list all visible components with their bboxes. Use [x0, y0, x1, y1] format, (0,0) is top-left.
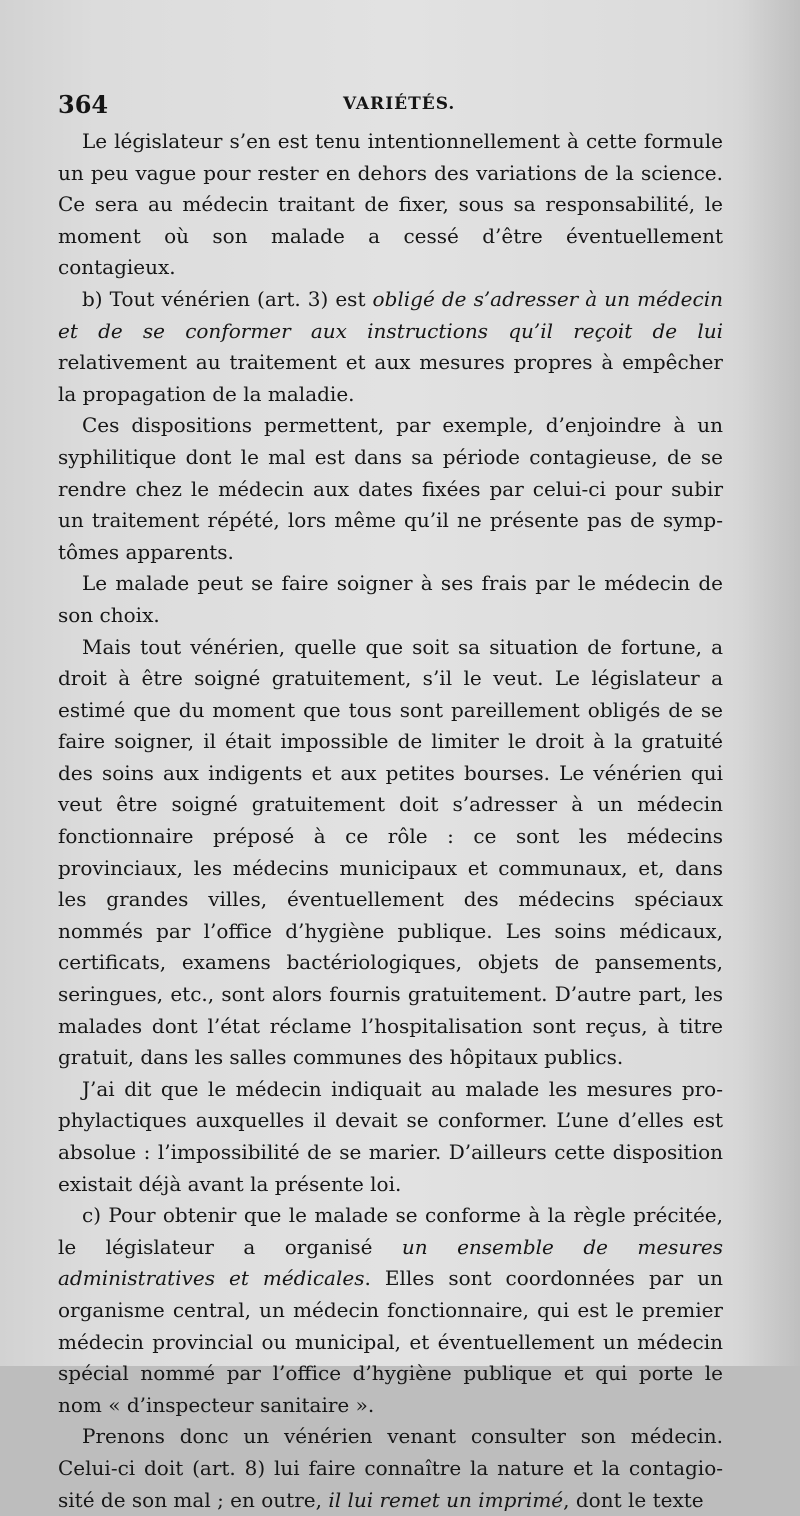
- italic-text: un ensemble de mesures administratives et médicales: [58, 1234, 723, 1291]
- text-run: Le malade peut se faire soigner à ses frais par le médecin de son choix.: [58, 571, 723, 627]
- page-edge-shadow: [740, 0, 800, 1366]
- paragraph: [58, 568, 723, 631]
- paragraph: [58, 632, 723, 1074]
- body-text: [58, 126, 723, 1516]
- paragraph: [58, 1074, 723, 1200]
- text-run: . Elles sont coordonnées par un organisme central, un médecin fonctionnaire, qui est le premier médecin provincial ou municipal, et éventuellement un médecin spécial nommé par l’office d’hygiène publique et qui porte le nom « d’inspecteur sanitaire ».: [58, 1266, 723, 1417]
- text-run: , dont le texte: [563, 1487, 704, 1512]
- paragraph: [58, 126, 723, 284]
- paragraph: [58, 410, 723, 568]
- text-run: c) Pour obtenir que le malade se conforme à la règle précitée, le législateur a organisé: [58, 1203, 723, 1259]
- text-run: b) Tout vénérien (art. 3) est: [82, 286, 373, 311]
- page-header: [58, 86, 742, 120]
- paragraph: [58, 1421, 723, 1516]
- italic-text: il lui remet un imprimé: [328, 1487, 564, 1512]
- text-run: Prenons donc un vénérien venant consulter son médecin. Celui-ci doit (art. 8) lui faire connaître la nature et la contagiosité de son mal ; en outre,: [58, 1424, 723, 1512]
- text-run: relativement au traitement et aux mesures propres à empêcher la propagation de la maladie.: [58, 350, 723, 406]
- text-run: Ces dispositions permettent, par exemple, d’enjoindre à un syphilitique dont le mal est dans sa période contagieuse, de se rendre chez le médecin aux dates fixées par celui-ci pour subir un traitement répété, lors même qu’il ne présente pas de symptômes apparents.: [58, 413, 723, 564]
- running-title: VARIÉTÉS.: [343, 94, 456, 114]
- text-run: Le législateur s’en est tenu intentionnellement à cette formule un peu vague pour rester en dehors des variations de la science. Ce sera au médecin traitant de fixer, sous sa responsabilité, le moment où son malade a cessé d’être éventuellement contagieux.: [58, 129, 723, 280]
- text-run: Mais tout vénérien, quelle que soit sa situation de fortune, a droit à être soigné gratuitement, s’il le veut. Le législateur a estimé que du moment que tous sont pareillement obligés de se faire soigner, il était impossible de limiter le droit à la gratuité des soins aux indigents et aux petites bourses. Le vénérien qui veut être soigné gratuitement doit s’adresser à un médecin fonctionnaire préposé à ce rôle : ce sont les médecins provinciaux, les médecins municipaux et communaux, et, dans les grandes villes, éventuellement des médecins spéciaux nommés par l’office d’hygiène publique. Les soins médicaux, certificats, examens bactériologiques, objets de pansements, seringues, etc., sont alors fournis gratuitement. D’autre part, les malades dont l’état réclame l’hospitalisation sont reçus, à titre gratuit, dans les salles communes des hôpitaux publics.: [58, 634, 723, 1070]
- italic-text: obligé de s’adresser à un médecin et de se conformer aux instructions qu’il reçoit de lui: [58, 286, 723, 343]
- text-run: J’ai dit que le médecin indiquait au malade les mesures prophylactiques auxquelles il devait se conformer. L’une d’elles est absolue : l’impossibilité de se marier. D’ailleurs cette disposition existait déjà avant la présente loi.: [58, 1076, 723, 1196]
- page-number: 364: [58, 90, 109, 119]
- paragraph: [58, 1200, 723, 1421]
- paragraph: [58, 284, 723, 410]
